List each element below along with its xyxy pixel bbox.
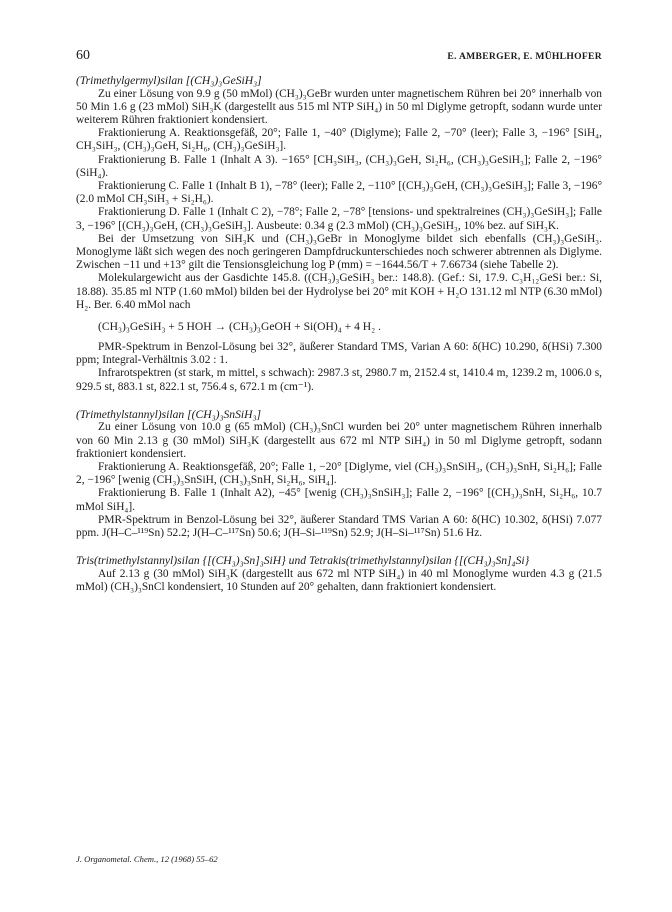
page-body bbox=[76, 48, 602, 594]
paragraph-stannyl-frakt-b: Fraktionierung B. Falle 1 (Inhalt A2), −45° [wenig (CH₃)₃SnSiH₃]; Falle 2, −196° [(CH₃)₃SnH, Si₂H₆, 10.7 mMol SiH₄]. bbox=[76, 487, 602, 513]
paragraph-stannyl-frakt-a: Fraktionierung A. Reaktionsgefäß, 20°; Falle 1, −20° [Diglyme, viel (CH₃)₃SnSiH₃, (CH₃)₃SnH, Si₂H₆]; Falle 2, −196° [wenig (CH₃)₃SnSiH, (CH₃)₃SnH, Si₂H₆, SiH₄]. bbox=[76, 461, 602, 487]
paragraph-stannyl-intro: Zu einer Lösung von 10.0 g (65 mMol) (CH₃)₃SnCl wurden bei 20° unter magnetischem Rühren innerhalb von 60 Min 2.13 g (30 mMol) SiH₃K (dargestellt aus 672 ml NTP SiH₄) in 50 ml Diglyme getropft, sodann fraktioniert kondensiert. bbox=[76, 421, 602, 460]
equation-hydrolysis: (CH₃)₃GeSiH₃ + 5 HOH → (CH₃)₃GeOH + Si(OH)₄ + 4 H₂ . bbox=[98, 320, 381, 334]
running-header bbox=[76, 48, 602, 74]
running-authors: E. AMBERGER, E. MÜHLHOFER bbox=[447, 51, 602, 62]
section-title-germyl: (Trimethylgermyl)silan [(CH₃)₃GeSiH₃] bbox=[76, 74, 262, 87]
paragraph-germyl-frakt-c: Fraktionierung C. Falle 1 (Inhalt B 1), −78° (leer); Falle 2, −110° [(CH₃)₃GeH, (CH₃)₃GeSiH₃]; Falle 3, −196° (2.0 mMol CH₃SiH₃ + Si₂H₆). bbox=[76, 180, 602, 206]
paragraph-germyl-intro: Zu einer Lösung von 9.9 g (50 mMol) (CH₃)₃GeBr wurden unter magnetischem Rühren bei 20° innerhalb von 50 Min 1.6 g (23 mMol) SiH₃K (dargestellt aus 515 ml NTP SiH₄) in 50 ml Diglyme getropft, sodann wurde unter weiterem Rühren fraktioniert kondensiert. bbox=[76, 87, 602, 126]
paragraph-germyl-frakt-b: Fraktionierung B. Falle 1 (Inhalt A 3). −165° [CH₃SiH₃, (CH₃)₃GeH, Si₂H₆, (CH₃)₃GeSiH₃]; Falle 2, −196° (SiH₄). bbox=[76, 153, 602, 179]
paragraph-germyl-ir: Infrarotspektren (st stark, m mittel, s schwach): 2987.3 st, 2980.7 m, 2152.4 st, 1410.4 m, 1239.2 m, 1006.0 s, 929.5 st, 883.1 st, 822.1 st, 756.4 s, 672.1 m (cm⁻¹). bbox=[76, 367, 602, 393]
section-title-tris-tetrakis: Tris(trimethylstannyl)silan {[(CH₃)₃Sn]₃SiH} und Tetrakis(trimethylstannyl)silan {[(CH₃)₃Sn]₄Si} bbox=[76, 554, 530, 568]
paragraph-germyl-monoglyme: Bei der Umsetzung von SiH₃K und (CH₃)₃GeBr in Monoglyme bildet sich ebenfalls (CH₃)₃GeSiH₃. Monoglyme läßt sich wegen des noch geringeren Dampfdruckunterschiedes noch schwerer abtrennen als Diglyme. Zwischen −11 und +13° gilt die Tensionsgleichung log P (mm) = −1644.56/T + 7.66734 (siehe Tabelle 2). bbox=[76, 232, 602, 272]
paragraph-germyl-frakt-a: Fraktionierung A. Reaktionsgefäß, 20°; Falle 1, −40° (Diglyme); Falle 2, −70° (leer); Falle 3, −196° [SiH₄, CH₃SiH₃, (CH₃)₃GeH, Si₂H₆, (CH₃)₃GeSiH₃]. bbox=[76, 127, 602, 153]
paragraph-germyl-frakt-d: Fraktionierung D. Falle 1 (Inhalt C 2), −78°; Falle 2, −78° [tensions- und spektralreines (CH₃)₃GeSiH₃]; Falle 3, −196° [(CH₃)₃GeH, (CH₃)₃GeSiH₃]. Ausbeute: 0.34 g (2.3 mMol) (CH₃)₃GeSiH₃, 10% bez. auf SiH₃K. bbox=[76, 206, 602, 232]
paragraph-germyl-pmr: PMR-Spektrum in Benzol-Lösung bei 32°, äußerer Standard TMS, Varian A 60: δ(HC) 10.290, δ(HSi) 7.300 ppm; Integral-Verhältnis 3.02 : 1. bbox=[76, 341, 602, 367]
paragraph-germyl-molekulargewicht: Molekulargewicht aus der Gasdichte 145.8. ((CH₃)₃GeSiH₃ ber.: 148.8). (Gef.: Si, 17.9. C₃H₁₂GeSi ber.: Si, 18.88). 35.85 ml NTP (1.60 mMol) bilden bei der Hydrolyse bei 20° mit KOH + H₂O 131.12 ml NTP (6.30 mMol) H₂. Ber. 6.40 mMol nach bbox=[76, 272, 602, 311]
paragraph-tris-intro: Auf 2.13 g (30 mMol) SiH₃K (dargestellt aus 672 ml NTP SiH₄) in 40 ml Monoglyme wurden 4.3 g (21.5 mMol) (CH₃)₃SnCl kondensiert, 10 Stunden auf 20° gehalten, dann fraktioniert kondensiert. bbox=[76, 567, 602, 594]
paragraph-stannyl-pmr: PMR-Spektrum in Benzol-Lösung bei 32°, äußerer Standard TMS Varian A 60: δ(HC) 10.302, δ(HSi) 7.077 ppm. J(H–C–¹¹⁹Sn) 52.2; J(H–C–¹¹⁷Sn) 50.6; J(H–Si–¹¹⁹Sn) 52.9; J(H–Si–¹¹⁷Sn) 51.6 Hz. bbox=[76, 513, 602, 540]
page-number: 60 bbox=[76, 48, 90, 63]
section-title-stannyl: (Trimethylstannyl)silan [(CH₃)₃SnSiH₃] bbox=[76, 407, 262, 421]
journal-footer: J. Organometal. Chem., 12 (1968) 55–62 bbox=[76, 854, 218, 864]
